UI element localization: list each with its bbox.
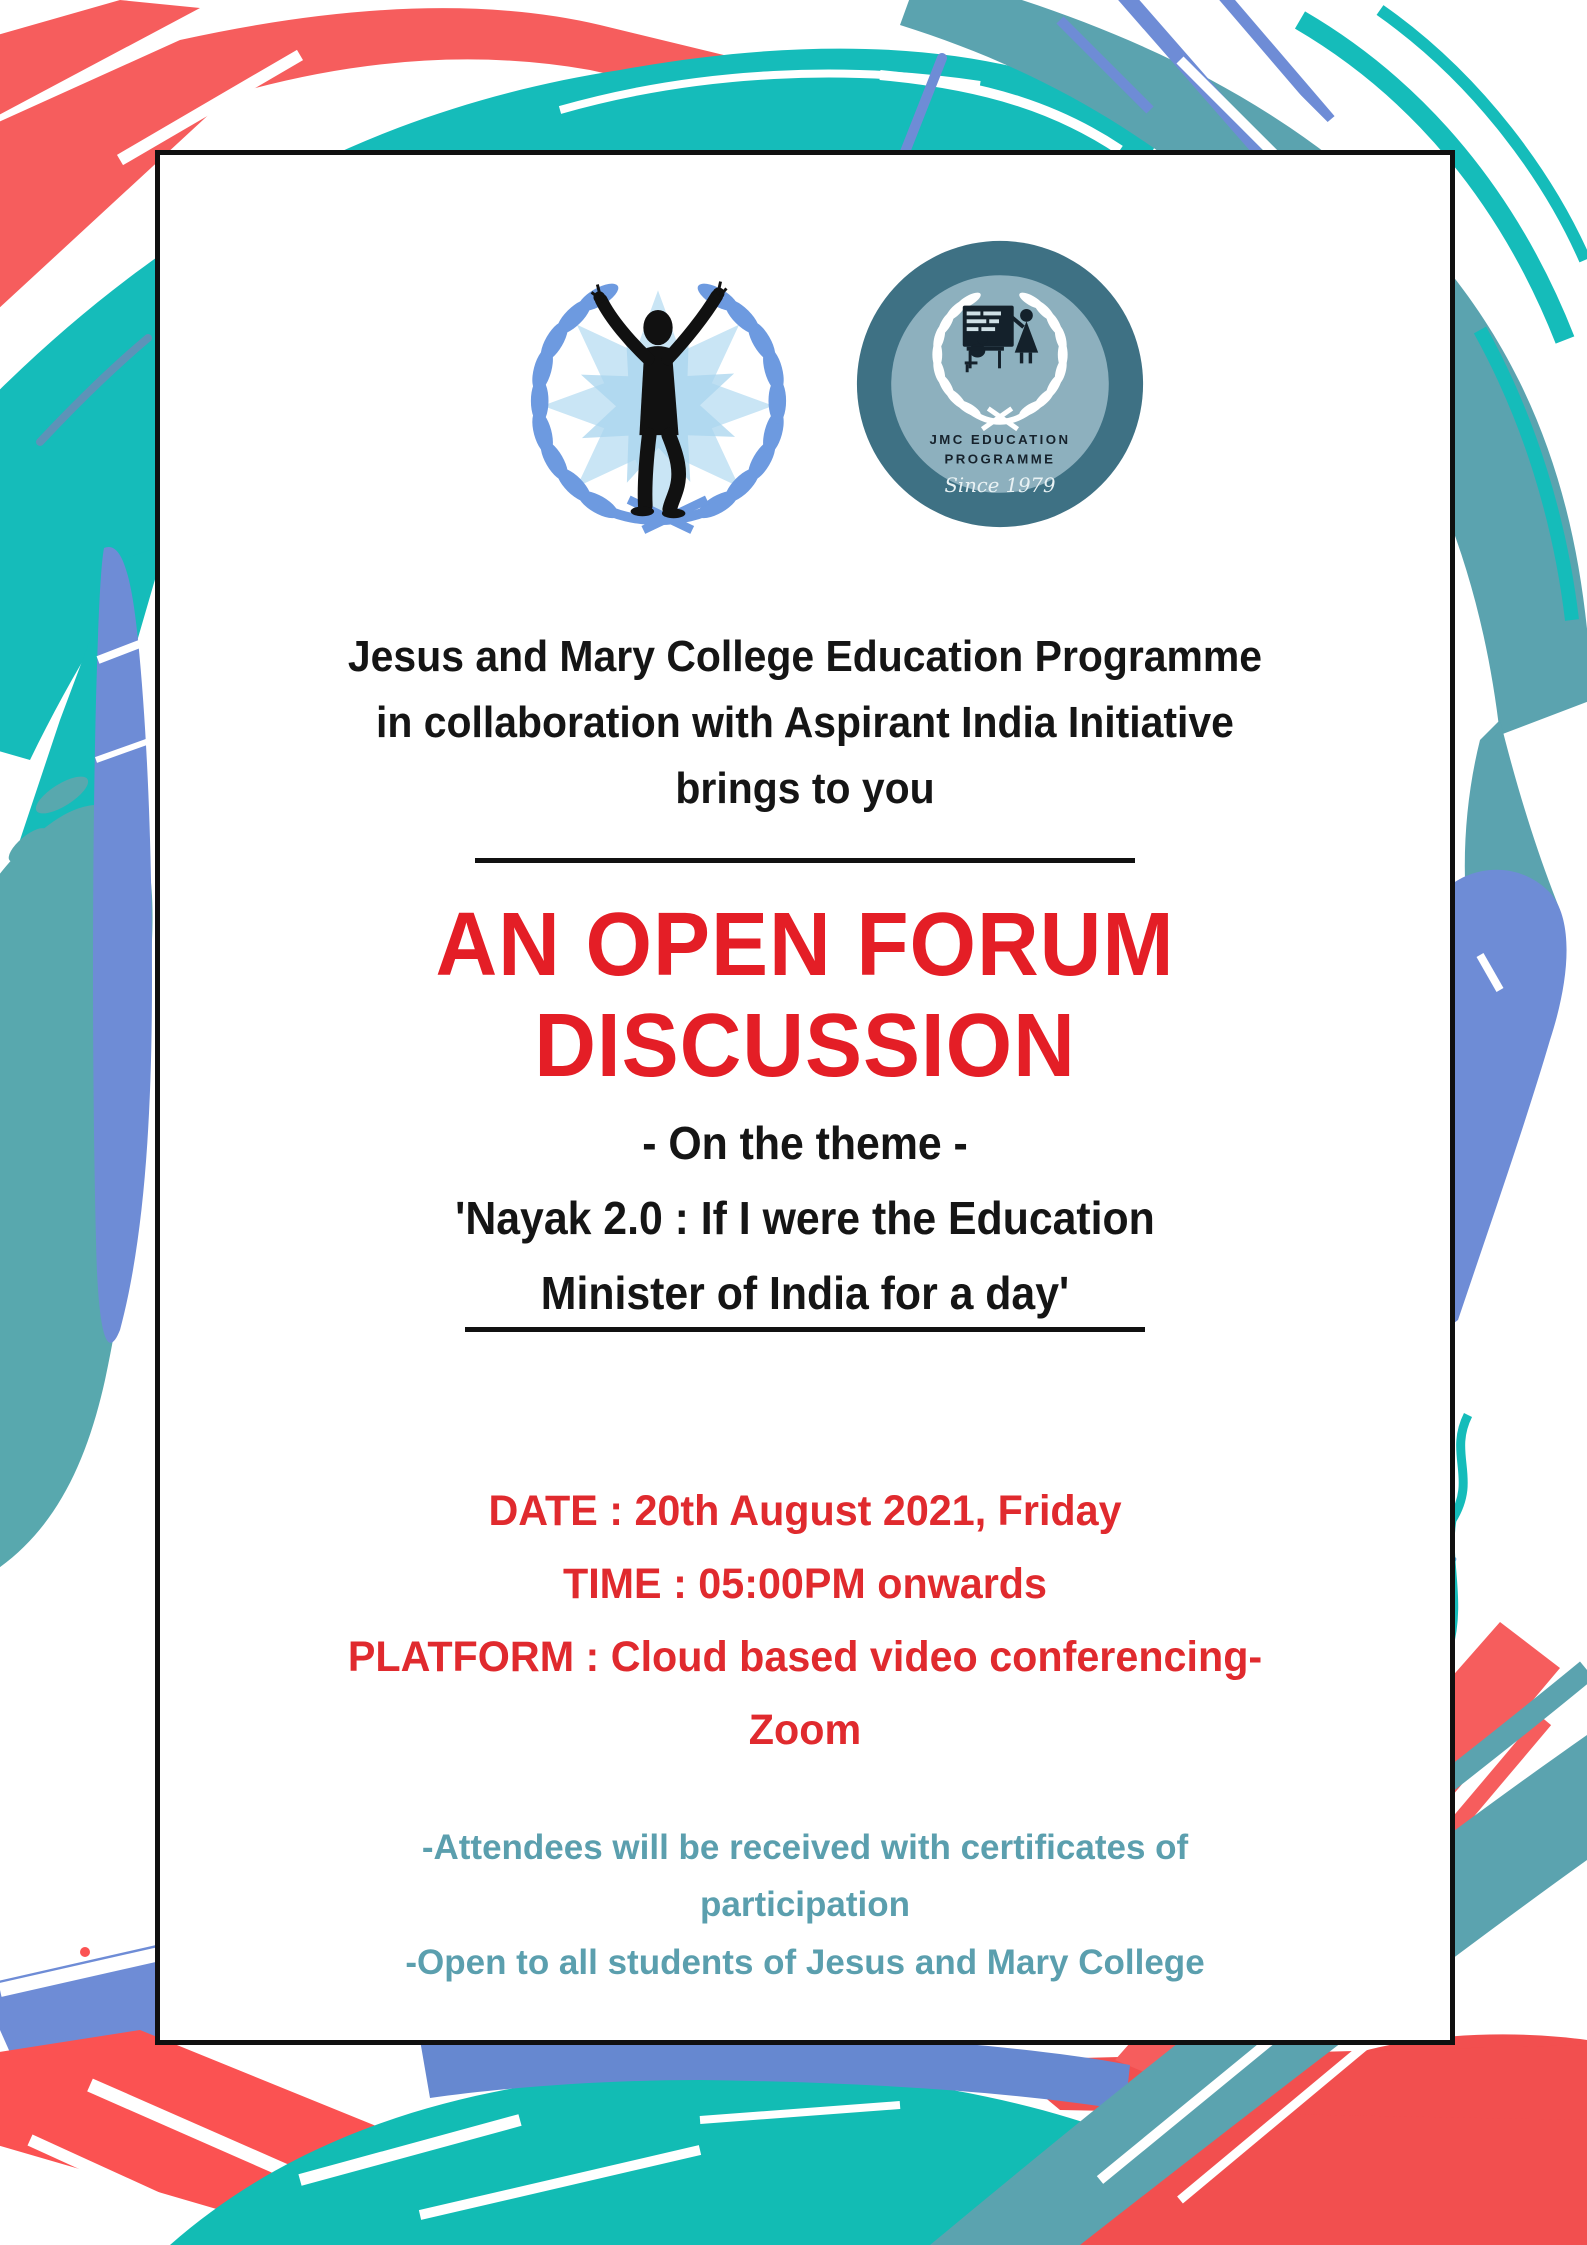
detail-time: TIME : 05:00PM onwards — [562, 1560, 1047, 1609]
intro-line-1: Jesus and Mary College Education Programme — [347, 632, 1263, 681]
jmc-logo-title-line2: PROGRAMME — [944, 451, 1056, 467]
intro-line-2: in collaboration with Aspirant India Initiative — [376, 698, 1234, 747]
divider-line-bottom — [465, 1327, 1145, 1332]
divider-line-top — [475, 858, 1135, 863]
intro-line-3: brings to you — [675, 764, 935, 813]
jmc-logo-title-line1: JMC EDUCATION — [929, 431, 1071, 447]
detail-platform-zoom: Zoom — [748, 1706, 862, 1755]
participation-notes — [160, 1819, 1450, 1991]
page-title — [192, 895, 1418, 1097]
note-line-3: -Open to all students of Jesus and Mary College — [405, 1942, 1205, 1982]
jmc-logo-since-text: Since 1979 — [944, 473, 1056, 497]
event-details — [186, 1475, 1424, 1767]
title-line-1: AN OPEN FORUM — [435, 895, 1175, 995]
poster-frame — [155, 150, 1455, 2045]
theme-label: - On the theme - — [642, 1117, 968, 1169]
note-line-1: -Attendees will be received with certificates of — [421, 1828, 1189, 1867]
jmc-education-programme-logo-icon — [853, 235, 1147, 533]
title-line-2: DISCUSSION — [534, 995, 1076, 1096]
note-line-2: participation — [699, 1885, 911, 1925]
theme-line-1: 'Nayak 2.0 : If I were the Education — [455, 1191, 1155, 1244]
theme-line-2: Minister of India for a day' — [540, 1266, 1070, 1319]
detail-date: DATE : 20th August 2021, Friday — [488, 1487, 1122, 1535]
intro-text — [205, 624, 1405, 822]
detail-platform: PLATFORM : Cloud based video conferencing- — [347, 1633, 1263, 1682]
raised-arms-wreath-logo-icon — [482, 247, 834, 545]
theme-text — [205, 1106, 1405, 1331]
